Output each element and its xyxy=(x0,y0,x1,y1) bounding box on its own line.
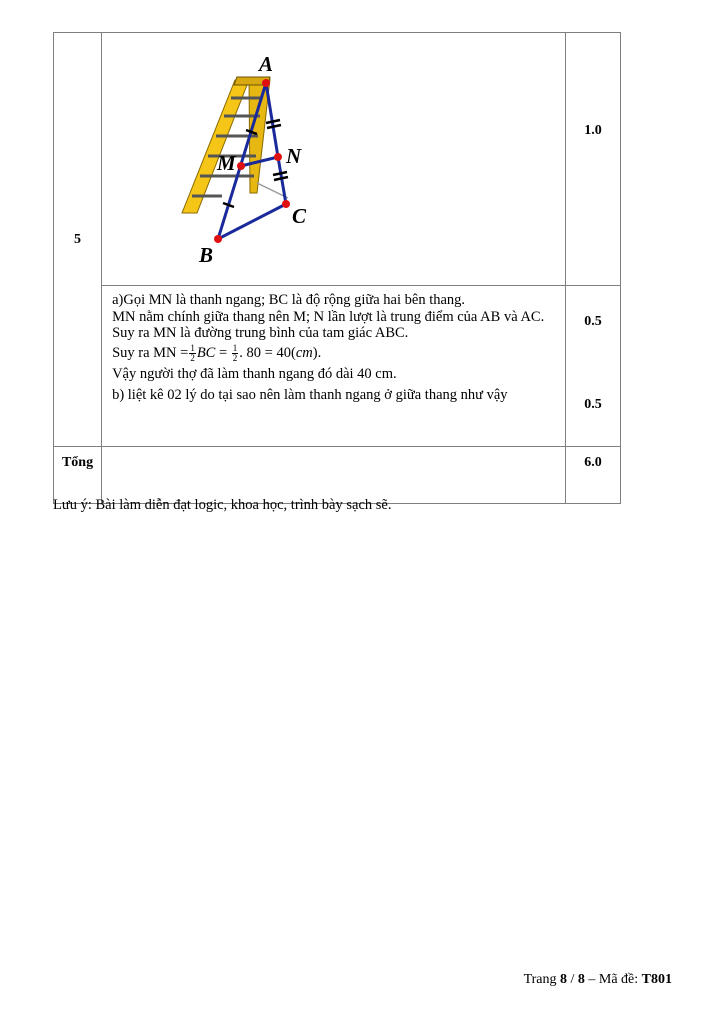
label-n: N xyxy=(286,144,302,168)
point-m xyxy=(237,162,245,170)
label-b: B xyxy=(199,243,214,267)
fraction-half: $\frac{1}{2}$ xyxy=(190,343,195,364)
question-number: 5 xyxy=(54,33,102,447)
grading-table xyxy=(53,32,621,504)
answer-line-6: b) liệt kê 02 lý do tại sao nên làm thanh ngang ở giữa thang như vậy xyxy=(112,387,508,404)
answer-line-2: MN nằm chính giữa thang nên M; N lần lượt là trung điểm của AB và AC. xyxy=(112,308,545,325)
total-empty-cell xyxy=(102,447,566,504)
label-c: C xyxy=(292,204,307,228)
note-text: Lưu ý: Bài làm diễn đạt logic, khoa học, trình bày sạch sẽ. xyxy=(53,497,392,513)
point-c xyxy=(282,200,290,208)
ladder-triangle-figure xyxy=(102,33,565,285)
score-a: 0.5 xyxy=(584,314,602,329)
point-a xyxy=(262,79,270,87)
total-score: 6.0 xyxy=(565,447,620,504)
point-b xyxy=(214,235,222,243)
figure-cell xyxy=(102,33,566,286)
score-figure-cell xyxy=(565,33,620,286)
point-n xyxy=(274,153,282,161)
score-figure: 1.0 xyxy=(584,123,602,138)
answer-cell xyxy=(102,286,566,447)
label-m: M xyxy=(217,151,236,175)
total-label: Tổng xyxy=(54,447,102,504)
score-b: 0.5 xyxy=(584,397,602,412)
label-a: A xyxy=(259,52,274,76)
answer-line-5: Vậy người thợ đã làm thanh ngang đó dài 40 cm. xyxy=(112,365,397,382)
ladder-image xyxy=(182,77,288,213)
score-answer-cell xyxy=(565,286,620,447)
page-footer: Trang 8 / 8 – Mã đề: T801 xyxy=(523,972,672,987)
answer-line-4: Suy ra MN = $\frac{1}{2}$ BC = $\frac{1}{2}$ . 80 = 40( cm ). xyxy=(112,343,322,364)
fraction-half-2: $\frac{1}{2}$ xyxy=(232,343,238,364)
answer-line-3: Suy ra MN là đường trung bình của tam giác ABC. xyxy=(112,325,409,342)
answer-line-1: a)Gọi MN là thanh ngang; BC là độ rộng giữa hai bên thang. xyxy=(112,292,466,308)
